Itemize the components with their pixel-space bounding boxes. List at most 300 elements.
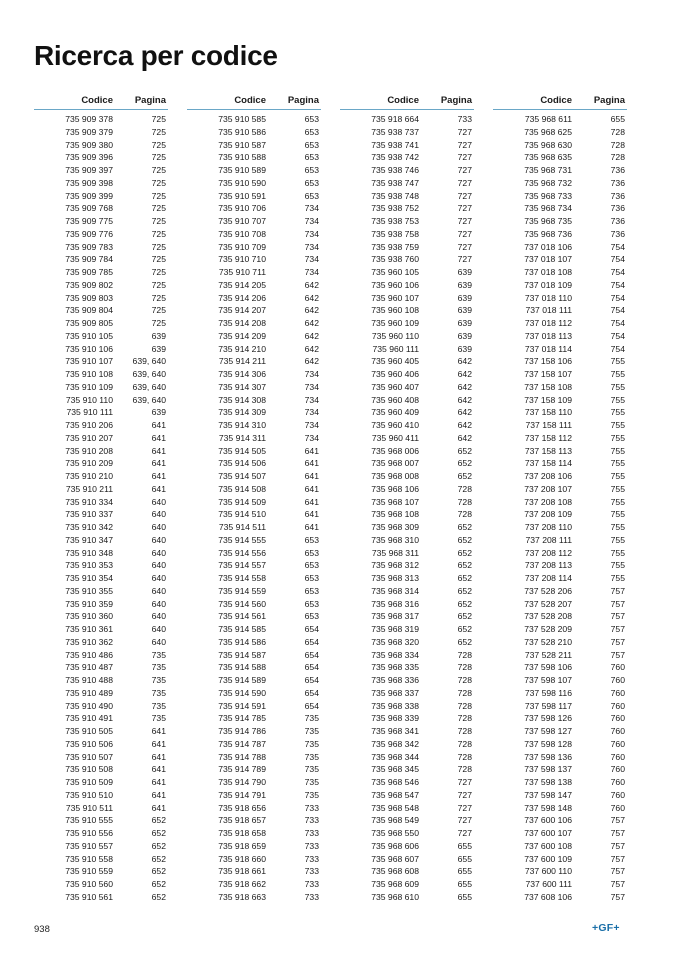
page-cell: 757	[610, 866, 625, 877]
page-cell: 757	[610, 649, 625, 660]
table-row	[187, 215, 321, 228]
page-cell: 754	[610, 254, 625, 265]
page-cell: 653	[304, 139, 319, 150]
page-cell: 727	[457, 190, 472, 201]
page-cell: 639	[151, 343, 166, 354]
code-cell: 735 910 560	[65, 879, 113, 889]
column-rows	[340, 113, 474, 904]
code-cell: 737 158 113	[524, 445, 572, 456]
page-cell: 760	[610, 764, 625, 775]
page-cell: 725	[151, 254, 166, 265]
page-cell: 640	[151, 547, 166, 558]
table-row	[493, 190, 627, 203]
page-cell: 641	[151, 445, 166, 456]
page-cell: 652	[151, 853, 166, 864]
table-row	[340, 840, 474, 853]
table-row	[340, 610, 474, 623]
table-row	[340, 215, 474, 228]
code-cell: 735 938 737	[371, 126, 419, 137]
table-row	[340, 355, 474, 368]
table-row	[340, 419, 474, 432]
page-cell: 757	[610, 840, 625, 851]
table-row	[34, 687, 168, 700]
table-row	[34, 547, 168, 560]
table-row	[34, 381, 168, 394]
page-cell: 728	[457, 649, 472, 660]
code-cell: 735 918 664	[371, 114, 419, 124]
code-header: Codice	[540, 95, 572, 106]
page-cell: 652	[151, 879, 166, 889]
page-cell: 653	[304, 611, 319, 622]
table-row	[493, 853, 627, 866]
code-cell: 737 598 148	[524, 802, 572, 813]
page-cell: 728	[457, 662, 472, 673]
table-row	[187, 738, 321, 751]
page-cell: 757	[610, 828, 625, 838]
table-row	[187, 253, 321, 266]
code-cell: 735 968 335	[371, 662, 419, 673]
page-cell: 728	[457, 483, 472, 494]
page-cell: 653	[304, 165, 319, 175]
code-cell: 735 914 306	[218, 369, 266, 379]
table-row	[493, 534, 627, 547]
table-row	[34, 700, 168, 713]
table-row	[493, 878, 627, 891]
code-cell: 735 938 760	[371, 254, 419, 265]
code-cell: 737 598 126	[524, 713, 572, 724]
code-cell: 735 960 107	[371, 292, 419, 303]
table-row	[187, 330, 321, 343]
page-cell: 754	[610, 330, 625, 341]
table-row	[340, 343, 474, 356]
page-cell: 755	[610, 458, 625, 469]
page-cell: 736	[610, 203, 625, 214]
page-cell: 735	[304, 764, 319, 775]
table-row	[187, 725, 321, 738]
page-cell: 735	[304, 738, 319, 749]
page-cell: 725	[151, 279, 166, 290]
table-row	[340, 674, 474, 687]
code-cell: 735 968 609	[371, 879, 419, 889]
table-row	[187, 304, 321, 317]
table-row	[340, 266, 474, 279]
table-row	[493, 636, 627, 649]
table-row	[187, 623, 321, 636]
code-cell: 735 960 105	[371, 267, 419, 277]
page-cell: 728	[457, 751, 472, 762]
table-row	[34, 827, 168, 840]
code-cell: 735 968 107	[371, 496, 419, 507]
page-cell: 725	[151, 114, 166, 124]
code-cell: 735 909 768	[65, 203, 113, 214]
table-row	[340, 802, 474, 815]
table-row	[34, 840, 168, 853]
page-cell: 655	[457, 840, 472, 851]
code-cell: 735 968 630	[524, 139, 572, 150]
column-header	[187, 95, 321, 110]
code-cell: 737 158 107	[524, 369, 572, 379]
page-header: Pagina	[440, 95, 472, 106]
table-row	[340, 457, 474, 470]
code-cell: 737 208 108	[524, 496, 572, 507]
page-cell: 755	[610, 471, 625, 481]
code-cell: 735 968 008	[371, 471, 419, 481]
page-cell: 733	[304, 802, 319, 813]
code-cell: 735 909 784	[65, 254, 113, 265]
table-row	[187, 610, 321, 623]
table-row	[34, 814, 168, 827]
code-cell: 735 968 550	[371, 828, 419, 838]
table-row	[493, 687, 627, 700]
code-cell: 737 208 107	[524, 483, 572, 494]
code-cell: 735 910 509	[65, 777, 113, 787]
table-row	[34, 470, 168, 483]
page-cell: 727	[457, 177, 472, 188]
code-cell: 735 918 659	[218, 840, 266, 851]
page-cell: 641	[151, 471, 166, 481]
table-row	[34, 151, 168, 164]
code-cell: 735 914 588	[218, 662, 266, 673]
page-cell: 725	[151, 241, 166, 252]
table-row	[187, 674, 321, 687]
table-row	[493, 649, 627, 662]
code-cell: 735 909 776	[65, 228, 113, 239]
table-row	[187, 840, 321, 853]
code-cell: 737 600 106	[524, 815, 572, 826]
code-cell: 735 938 758	[371, 228, 419, 239]
table-row	[34, 317, 168, 330]
page-cell: 755	[610, 560, 625, 571]
table-row	[493, 674, 627, 687]
code-cell: 735 968 607	[371, 853, 419, 864]
table-row	[340, 623, 474, 636]
code-cell: 737 158 109	[524, 394, 572, 405]
page-cell: 652	[151, 815, 166, 826]
table-row	[187, 700, 321, 713]
code-cell: 735 910 507	[65, 751, 113, 762]
page-cell: 727	[457, 777, 472, 787]
code-cell: 737 158 112	[524, 432, 572, 443]
code-cell: 735 910 587	[218, 139, 266, 150]
code-cell: 735 968 733	[524, 190, 572, 201]
page-cell: 754	[610, 343, 625, 354]
page-cell: 725	[151, 292, 166, 303]
page-cell: 653	[304, 534, 319, 545]
page-cell: 653	[304, 585, 319, 596]
table-row	[493, 623, 627, 636]
code-cell: 735 960 111	[372, 343, 419, 354]
page-cell: 734	[304, 228, 319, 239]
page-cell: 642	[457, 381, 472, 392]
code-cell: 735 910 210	[65, 471, 113, 481]
page-cell: 640	[151, 522, 166, 532]
code-cell: 735 914 788	[218, 751, 266, 762]
table-row	[187, 419, 321, 432]
table-row	[187, 445, 321, 458]
page-cell: 734	[304, 216, 319, 226]
code-cell: 735 968 311	[371, 547, 419, 558]
table-row	[493, 572, 627, 585]
table-row	[340, 712, 474, 725]
page-cell: 754	[610, 305, 625, 316]
code-cell: 735 910 486	[65, 649, 113, 660]
page-cell: 760	[610, 675, 625, 685]
page-cell: 654	[304, 649, 319, 660]
code-cell: 735 968 546	[371, 777, 419, 787]
code-cell: 735 968 625	[524, 126, 572, 137]
page-cell: 641	[304, 496, 319, 507]
table-row	[493, 470, 627, 483]
table-row	[34, 164, 168, 177]
code-cell: 735 914 308	[218, 394, 266, 405]
table-row	[34, 292, 168, 305]
code-cell: 735 909 803	[65, 292, 113, 303]
page-cell: 755	[610, 522, 625, 532]
page-cell: 641	[151, 458, 166, 469]
page-cell: 755	[610, 381, 625, 392]
table-row	[340, 521, 474, 534]
table-row	[340, 827, 474, 840]
table-row	[493, 559, 627, 572]
code-cell: 735 910 591	[218, 190, 266, 201]
code-cell: 735 968 635	[524, 152, 572, 163]
page-cell: 755	[610, 420, 625, 430]
code-cell: 737 598 136	[524, 751, 572, 762]
code-cell: 735 914 208	[218, 318, 266, 328]
page-cell: 654	[304, 700, 319, 711]
table-row	[187, 878, 321, 891]
page-cell: 652	[151, 840, 166, 851]
page-cell: 735	[151, 687, 166, 698]
page-cell: 736	[610, 228, 625, 239]
table-row	[493, 113, 627, 126]
code-cell: 737 158 110	[524, 407, 572, 418]
table-row	[34, 610, 168, 623]
page-cell: 639	[457, 292, 472, 303]
code-cell: 735 914 591	[218, 700, 266, 711]
code-cell: 735 938 752	[371, 203, 419, 214]
page-cell: 760	[610, 687, 625, 698]
page-cell: 642	[457, 369, 472, 379]
page-header: Pagina	[593, 95, 625, 106]
page-cell: 734	[304, 203, 319, 214]
page-cell: 642	[304, 279, 319, 290]
code-cell: 735 968 313	[371, 573, 419, 583]
table-row	[187, 406, 321, 419]
code-cell: 735 910 561	[65, 891, 113, 902]
page-cell: 727	[457, 241, 472, 252]
code-cell: 735 910 359	[65, 598, 113, 609]
page-cell: 641	[151, 726, 166, 736]
table-row	[493, 483, 627, 496]
code-cell: 735 910 334	[65, 496, 113, 507]
code-cell: 737 600 110	[524, 866, 572, 877]
table-row	[34, 304, 168, 317]
table-row	[493, 610, 627, 623]
code-cell: 735 910 589	[218, 165, 266, 175]
page-cell: 757	[610, 598, 625, 609]
page-cell: 655	[457, 879, 472, 889]
table-row	[187, 751, 321, 764]
page-cell: 735	[304, 777, 319, 787]
page-cell: 652	[457, 471, 472, 481]
code-cell: 735 968 608	[371, 866, 419, 877]
page-cell: 654	[304, 687, 319, 698]
table-row	[187, 687, 321, 700]
code-cell: 735 909 785	[65, 267, 113, 277]
page-cell: 727	[457, 152, 472, 163]
table-row	[340, 292, 474, 305]
code-cell: 735 960 106	[371, 279, 419, 290]
table-row	[493, 547, 627, 560]
page-cell: 755	[610, 407, 625, 418]
page-cell: 755	[610, 356, 625, 367]
code-cell: 735 910 706	[218, 203, 266, 214]
column-rows	[34, 113, 168, 904]
code-cell: 735 914 505	[218, 445, 266, 456]
table-row	[493, 712, 627, 725]
page-cell: 754	[610, 267, 625, 277]
code-cell: 735 918 662	[218, 879, 266, 889]
page-cell: 728	[457, 509, 472, 520]
page-cell: 642	[304, 292, 319, 303]
page-cell: 639	[457, 330, 472, 341]
table-row	[187, 317, 321, 330]
page-header: Pagina	[134, 95, 166, 106]
table-row	[34, 649, 168, 662]
code-cell: 735 918 663	[218, 891, 266, 902]
page-cell: 728	[457, 713, 472, 724]
code-cell: 735 914 586	[218, 636, 266, 647]
table-row	[493, 317, 627, 330]
table-row	[340, 789, 474, 802]
code-cell: 737 528 209	[524, 624, 572, 634]
code-cell: 735 910 590	[218, 177, 266, 188]
code-cell: 735 968 606	[371, 840, 419, 851]
table-row	[340, 725, 474, 738]
code-header: Codice	[81, 95, 113, 106]
page-cell: 727	[457, 802, 472, 813]
table-row	[493, 177, 627, 190]
table-row	[187, 572, 321, 585]
code-cell: 735 910 508	[65, 764, 113, 775]
page-cell: 760	[610, 738, 625, 749]
code-cell: 735 914 560	[218, 598, 266, 609]
code-cell: 735 960 408	[371, 394, 419, 405]
page-cell: 757	[610, 891, 625, 902]
table-row	[340, 598, 474, 611]
code-cell: 737 598 147	[524, 789, 572, 800]
code-cell: 735 968 007	[371, 458, 419, 469]
table-row	[340, 190, 474, 203]
table-row	[340, 202, 474, 215]
table-row	[493, 292, 627, 305]
table-row	[187, 151, 321, 164]
page-cell: 652	[151, 866, 166, 877]
code-cell: 737 018 106	[524, 241, 572, 252]
page-cell: 757	[610, 879, 625, 889]
code-cell: 735 909 804	[65, 305, 113, 316]
code-cell: 735 914 508	[218, 483, 266, 494]
table-row	[187, 394, 321, 407]
table-row	[493, 406, 627, 419]
table-row	[493, 865, 627, 878]
table-row	[34, 763, 168, 776]
code-cell: 735 910 360	[65, 611, 113, 622]
code-cell: 735 914 559	[218, 585, 266, 596]
code-cell: 735 910 559	[65, 866, 113, 877]
page-cell: 652	[457, 598, 472, 609]
code-cell: 737 208 109	[524, 509, 572, 520]
page-cell: 641	[151, 483, 166, 494]
page-cell: 733	[304, 840, 319, 851]
code-cell: 735 910 337	[65, 509, 113, 520]
code-cell: 735 910 558	[65, 853, 113, 864]
code-cell: 735 910 506	[65, 738, 113, 749]
table-row	[493, 394, 627, 407]
page-cell: 733	[304, 853, 319, 864]
table-row	[34, 725, 168, 738]
table-row	[493, 164, 627, 177]
table-row	[34, 598, 168, 611]
table-row	[187, 661, 321, 674]
page-cell: 725	[151, 177, 166, 188]
table-row	[493, 432, 627, 445]
page-cell: 755	[610, 445, 625, 456]
code-cell: 735 960 411	[371, 432, 419, 443]
page-cell: 735	[151, 700, 166, 711]
page-cell: 755	[610, 394, 625, 405]
code-cell: 735 914 310	[218, 420, 266, 430]
code-cell: 735 968 317	[371, 611, 419, 622]
page-cell: 755	[610, 547, 625, 558]
code-cell: 735 968 735	[524, 216, 572, 226]
table-row	[493, 661, 627, 674]
code-cell: 735 910 708	[218, 228, 266, 239]
table-row	[493, 228, 627, 241]
table-row	[34, 534, 168, 547]
page-cell: 642	[457, 356, 472, 367]
table-row	[340, 559, 474, 572]
table-row	[493, 598, 627, 611]
code-cell: 735 938 748	[371, 190, 419, 201]
table-row	[34, 419, 168, 432]
code-cell: 735 968 006	[371, 445, 419, 456]
table-row	[34, 776, 168, 789]
code-cell: 735 918 660	[218, 853, 266, 864]
page-cell: 725	[151, 152, 166, 163]
code-cell: 737 598 117	[524, 700, 572, 711]
code-cell: 735 914 509	[218, 496, 266, 507]
code-cell: 737 158 106	[524, 356, 572, 367]
page-cell: 735	[304, 751, 319, 762]
code-cell: 735 914 585	[218, 624, 266, 634]
page-cell: 754	[610, 241, 625, 252]
code-cell: 735 909 397	[65, 165, 113, 175]
code-cell: 737 598 116	[524, 687, 572, 698]
page-cell: 652	[151, 828, 166, 838]
code-cell: 737 598 137	[524, 764, 572, 775]
table-row	[187, 814, 321, 827]
page-cell: 641	[151, 432, 166, 443]
table-row	[340, 649, 474, 662]
code-cell: 735 910 488	[65, 675, 113, 685]
table-row	[187, 547, 321, 560]
page-cell: 757	[610, 585, 625, 596]
table-row	[493, 751, 627, 764]
page-cell: 760	[610, 713, 625, 724]
page-cell: 727	[457, 165, 472, 175]
